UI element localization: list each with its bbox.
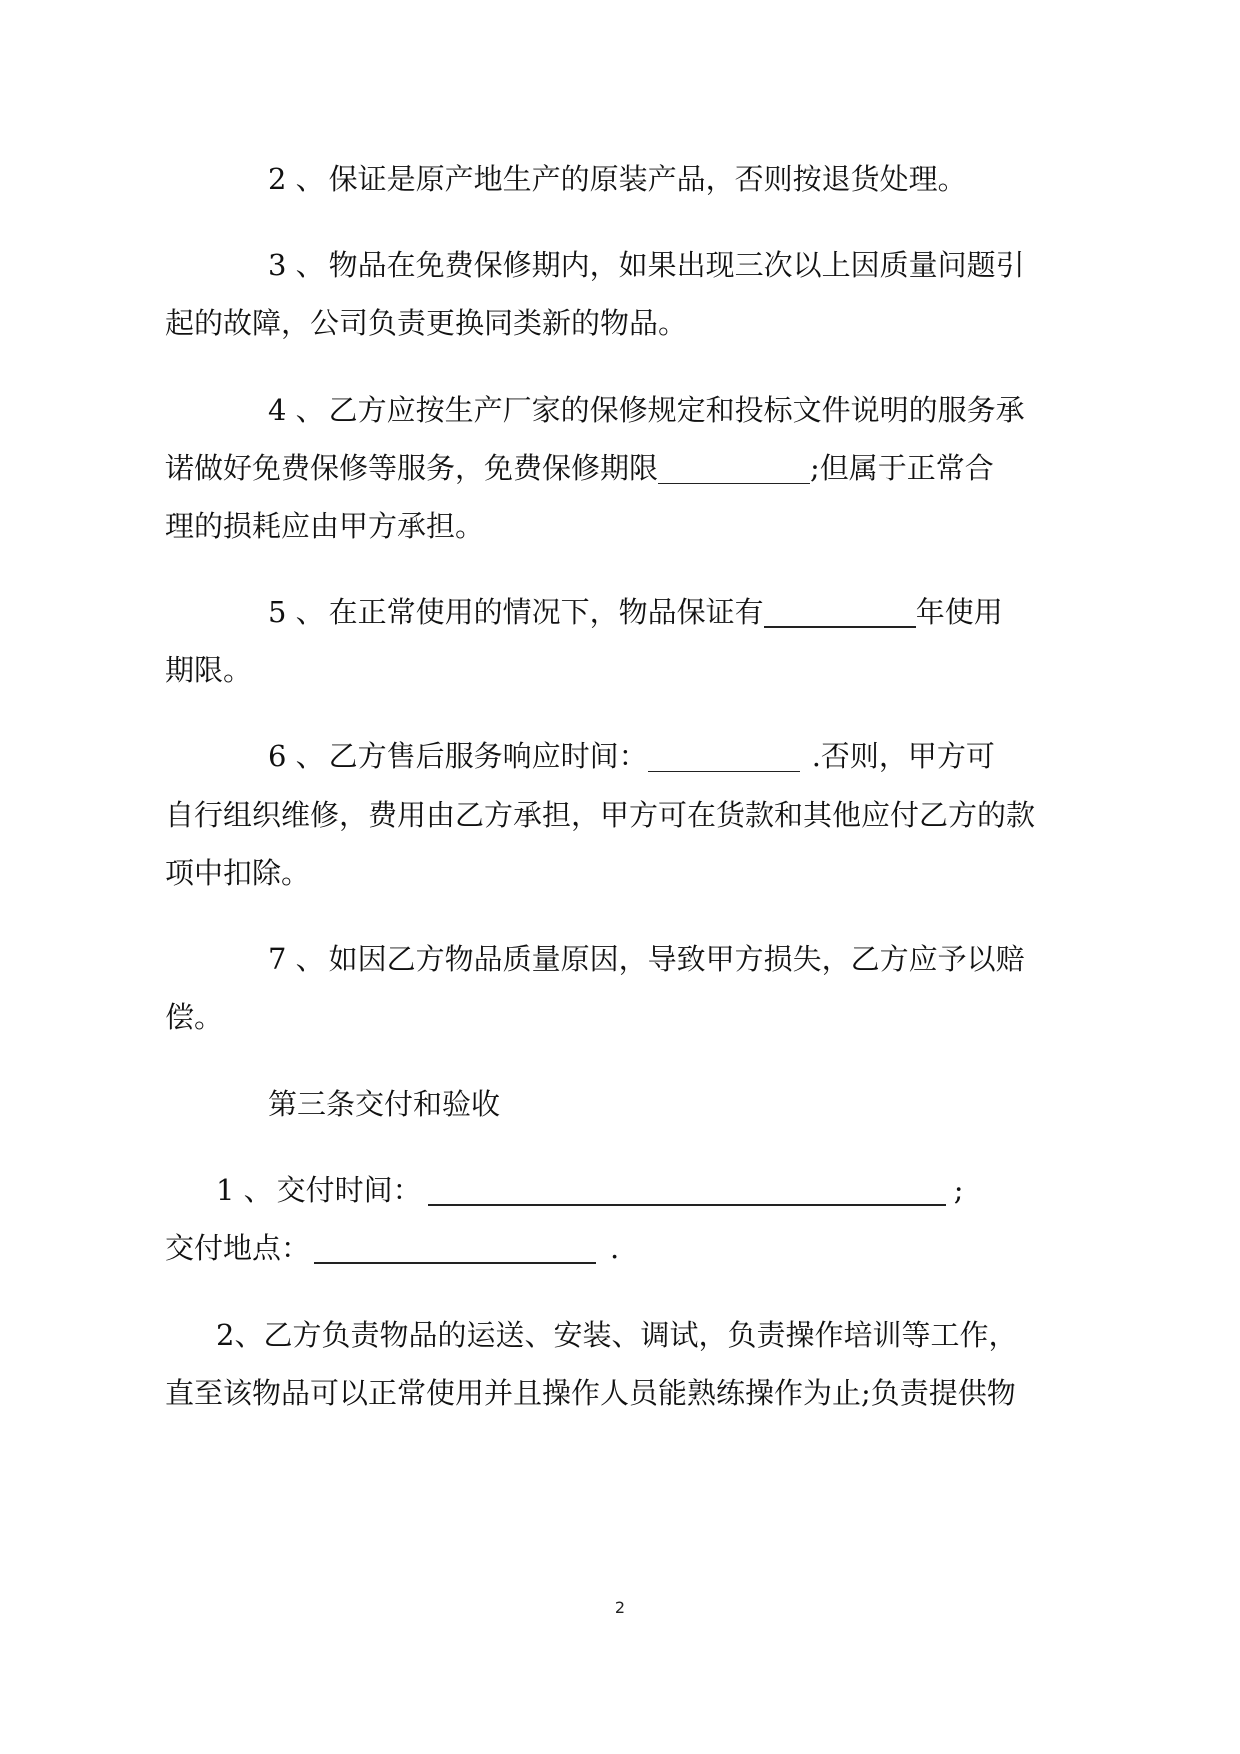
clause-separator: 、 [286,393,325,427]
delivery-place-line [165,1228,619,1268]
clause-separator: 、 [286,942,325,976]
clause-text: 保证是原产地生产的原装产品，否则按退货处理。 [328,162,967,196]
clause-number: 2、 [216,1318,264,1352]
clause-4 [268,390,1025,430]
clause-3-continuation: 起的故障，公司负责更换同类新的物品。 [165,306,688,340]
delivery-time-label: 交付时间： [276,1173,422,1207]
clause-number: 4 [268,393,287,427]
delivery-place-end: . [610,1231,620,1265]
clause-number: 1 [216,1173,235,1207]
clause-text: 乙方应按生产厂家的保修规定和投标文件说明的服务承 [328,393,1025,427]
clause-separator: 、 [286,739,325,773]
clause-5-continuation: 期限。 [165,653,253,687]
clause-text: 年使用 [915,595,1003,629]
delivery-place-blank [314,1232,596,1264]
clause-6-continuation: 自行组织维修，费用由乙方承担，甲方可在货款和其他应付乙方的款 [165,798,1036,832]
clause-text: 诺做好免费保修等服务，免费保修期限 [165,451,659,485]
clause-number: 3 [268,248,287,282]
clause-separator: 、 [234,1173,273,1207]
clause-text: .否则，甲方可 [811,739,995,773]
clause-text: ;但属于正常合 [810,451,994,485]
clause-text: 乙方负责物品的运送、安装、调试，负责操作培训等工作， [263,1318,1018,1352]
clause-2 [268,159,967,199]
warranty-period-blank [658,453,810,484]
clause-number: 5 [268,595,287,629]
clause-5 [268,592,1003,632]
clause-number: 6 [268,739,287,773]
response-time-blank [648,741,800,772]
clause-number: 7 [268,942,287,976]
clause-text: 在正常使用的情况下，物品保证有 [328,595,764,629]
clause-separator: 、 [286,162,325,196]
page-number: 2 [614,1598,626,1617]
clause-separator: 、 [286,595,325,629]
clause-separator: 、 [286,248,325,282]
delivery-clause-1 [216,1170,963,1210]
delivery-time-blank [428,1174,946,1206]
section-title: 第三条交付和验收 [268,1087,501,1121]
clause-6-continuation-2: 项中扣除。 [165,856,311,890]
clause-text: 物品在免费保修期内，如果出现三次以上因质量问题引 [328,248,1025,282]
delivery-place-label: 交付地点： [165,1231,311,1265]
delivery-time-end: ; [953,1173,964,1207]
clause-text: 如因乙方物品质量原因，导致甲方损失，乙方应予以赔 [328,942,1025,976]
service-life-blank [764,596,916,628]
clause-7-continuation: 偿。 [165,1000,224,1034]
clause-4-continuation [165,448,994,488]
delivery-clause-2 [216,1315,1017,1355]
clause-number: 2 [268,162,287,196]
clause-6 [268,736,995,776]
clause-3 [268,245,1025,285]
clause-text: 乙方售后服务响应时间： [328,739,648,773]
clause-4-continuation-2: 理的损耗应由甲方承担。 [165,509,485,543]
clause-7 [268,939,1025,979]
delivery-clause-2-continuation: 直至该物品可以正常使用并且操作人员能熟练操作为止;负责提供物 [165,1376,1016,1410]
